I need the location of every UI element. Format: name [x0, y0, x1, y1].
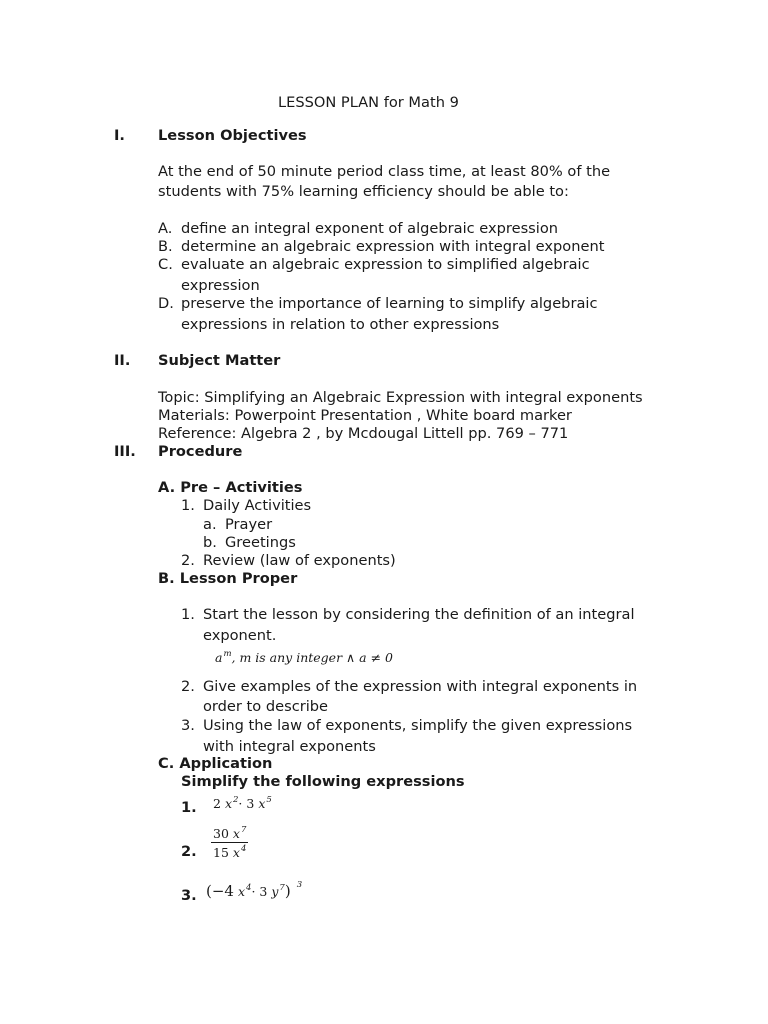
exercise-1-expression: 2 $x^2\cdot 3$ $x^5$ — [213, 795, 272, 811]
list-letter: a. — [203, 516, 217, 533]
list-letter: b. — [203, 534, 217, 551]
objective-text: evaluate an algebraic expression to simplified algebraic — [181, 256, 590, 273]
lesson-step-text-continued: with integral exponents — [203, 738, 376, 755]
fraction-bar — [211, 842, 248, 843]
definition-formula — [215, 650, 393, 665]
objectives-intro-line2: students with 75% learning efficiency should be able to: — [158, 183, 569, 200]
section-heading-procedure: Procedure — [158, 443, 243, 460]
list-number: 1. — [181, 606, 195, 623]
subject-reference: Reference: Algebra 2 , by Mcdougal Littell pp. 769 – 771 — [158, 425, 569, 442]
lesson-step-text-continued: order to describe — [203, 698, 329, 715]
list-number: 3. — [181, 717, 195, 734]
section-numeral-1: I. — [114, 127, 125, 144]
subject-topic: Topic: Simplifying an Algebraic Expression with integral exponents — [158, 389, 643, 406]
lesson-step-text: Start the lesson by considering the definition of an integral — [203, 606, 635, 623]
fraction-denominator: 15 $x^4$ — [213, 844, 247, 860]
subsection-pre-activities: A. Pre – Activities — [158, 479, 303, 496]
objective-text-continued: expressions in relation to other expressions — [181, 316, 500, 333]
formula-base: a — [215, 650, 223, 665]
exercise-number: 3. — [181, 887, 197, 904]
subject-materials: Materials: Powerpoint Presentation , White board marker — [158, 407, 572, 424]
subsection-lesson-proper: B. Lesson Proper — [158, 570, 298, 587]
formula-condition: , m is any integer ∧ a ≠ 0 — [231, 650, 393, 665]
lesson-step-text: Using the law of exponents, simplify the given expressions — [203, 717, 633, 734]
exercise-2-fraction — [211, 826, 248, 860]
list-item-prayer: Prayer — [225, 516, 273, 533]
exercise-number: 1. — [181, 799, 197, 816]
subsection-application: C. Application — [158, 755, 273, 772]
list-item-review: Review (law of exponents) — [203, 552, 396, 569]
objective-letter: B. — [158, 238, 173, 255]
objective-text-continued: expression — [181, 277, 260, 294]
objective-text: preserve the importance of learning to simplify algebraic — [181, 295, 598, 312]
objective-text: define an integral exponent of algebraic expression — [181, 220, 559, 237]
list-number: 1. — [181, 497, 195, 514]
objective-text: determine an algebraic expression with integral exponent — [181, 238, 605, 255]
section-numeral-3: III. — [114, 443, 136, 460]
exercise-number: 2. — [181, 843, 197, 860]
objective-letter: D. — [158, 295, 174, 312]
section-heading-objectives: Lesson Objectives — [158, 127, 307, 144]
formula-exponent: m — [223, 649, 232, 659]
list-number: 2. — [181, 552, 195, 569]
section-heading-subject-matter: Subject Matter — [158, 352, 281, 369]
application-instruction: Simplify the following expressions — [181, 773, 465, 790]
fraction-numerator: 30 $x^7$ — [213, 825, 247, 841]
list-number: 2. — [181, 678, 195, 695]
section-numeral-2: II. — [114, 352, 131, 369]
list-item-greetings: Greetings — [225, 534, 296, 551]
objectives-intro-line1: At the end of 50 minute period class time, at least 80% of the — [158, 163, 611, 180]
document-title: LESSON PLAN for Math 9 — [278, 94, 459, 111]
list-item-daily-activities: Daily Activities — [203, 497, 312, 514]
objective-letter: A. — [158, 220, 173, 237]
lesson-step-text-continued: exponent. — [203, 627, 277, 644]
exercise-3-expression: (−4 $x^4\cdot 3$ $y^7$) $^3$ — [206, 880, 303, 900]
objective-letter: C. — [158, 256, 173, 273]
lesson-step-text: Give examples of the expression with integral exponents in — [203, 678, 638, 695]
